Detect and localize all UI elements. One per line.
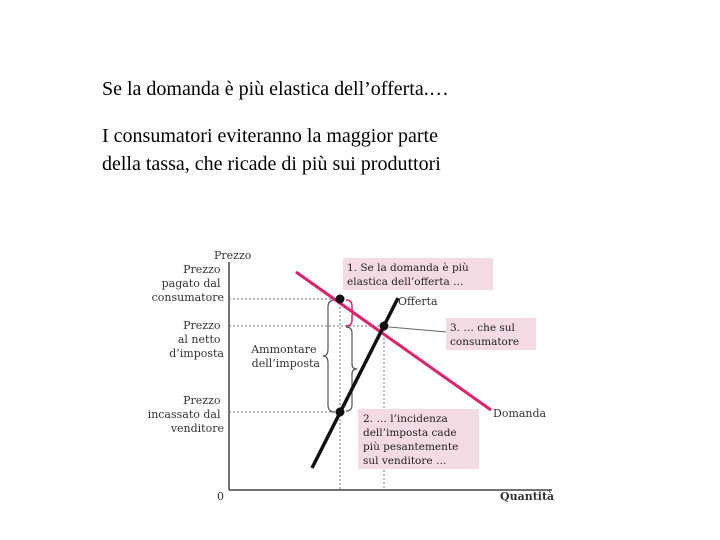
point-price-paid (336, 295, 345, 304)
price-net-label: Prezzo al netto d’imposta (169, 319, 224, 360)
price-received-label: Prezzo incassato dal venditore (147, 394, 224, 435)
point-price-received (336, 408, 345, 417)
callout-2-text: 2. … l’incidenza dell’imposta cade più pesantemente sul venditore … (363, 413, 459, 467)
tax-amount-label: Ammontare dell’imposta (251, 343, 320, 370)
origin-label: 0 (217, 490, 224, 503)
slide-title: Se la domanda è più elastica dell’offerta.… (102, 78, 449, 100)
supply-label: Offerta (398, 295, 438, 308)
body-line-1: I consumatori eviteranno la maggior parte (102, 125, 438, 147)
demand-label: Domanda (493, 407, 547, 420)
callout-1-text: 1. Se la domanda è più elastica dell’offerta … (347, 262, 469, 288)
point-equilibrium (380, 322, 389, 331)
x-axis-label: Quantità (500, 490, 555, 503)
callout-3-pointer (389, 327, 447, 332)
tax-amount-brace (323, 300, 335, 412)
body-line-2: della tassa, che ricade di più sui produttori (102, 153, 441, 175)
price-paid-label: Prezzo pagato dal consumatore (151, 263, 224, 304)
y-axis-label: Prezzo (214, 249, 252, 262)
callout-3-text: 3. … che sul consumatore (450, 322, 520, 348)
